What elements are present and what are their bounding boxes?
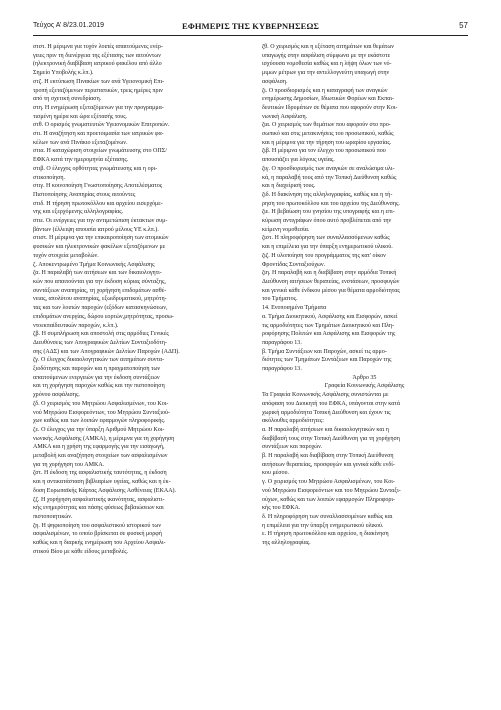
text-line: στιγ. Η κοινοποίηση Γνωστοποίησης Αποτελέσματος — [33, 183, 163, 190]
text-line: στστ. Η μέριμνα για τυχόν λοιπές απαιτούμενες ενέρ- — [33, 44, 163, 50]
text-line: Φροντίδας Συνταξιούχων. — [262, 261, 326, 268]
text-line: νειας, απολύτου αναπηρίας, εξωιδρυματικού, μητρότη- — [33, 296, 167, 303]
text-line: παραγράφου 13. — [262, 339, 302, 346]
text-line: φυσικών και ηλεκτρονικών φακέλων εξεταζόμενων με — [33, 244, 166, 251]
text-line: ζια. Ο χειρισμός των θεμάτων που αφορούν στο προ- — [262, 122, 391, 129]
text-line: σης (ΑΔΣ) και των Απογραφικών Δελτίων Παροχών (ΑΔΠ). — [33, 348, 180, 355]
text-line: αιτήσεων θεραπείας, προσφυγών και γενικά κάθε ενδί- — [262, 461, 395, 468]
text-line: ζστ. Η έκδοση της ασφαλιστικής ταυτότητας, η έκδοση — [33, 470, 167, 477]
text-line: μιμων μέτρων για την αντελλογνεύτη υπαγωγή στην — [262, 70, 390, 77]
text-line: υπαγωγής στην ασφάλιση σύμφωνα με την εκάστοτε — [262, 52, 391, 59]
text-line: κών που απαιτούνται για την έκδοση κύριας σύνταξης, — [33, 278, 166, 285]
text-line: χωρική αρμοδιότητα Τοπική Διεύθυνση και έχουν τις — [262, 409, 391, 416]
text-line: κέλων των ανά Πινάκιο εξεταζομένων. — [33, 139, 128, 146]
text-line: ντοεκπαίδευτικών παροχών, κ.λπ.). — [33, 322, 119, 329]
text-line: ακόλουθες αρμοδιότητες: — [262, 418, 324, 425]
text-line: βάντων (έλλειψη απουσία ιατρού μέλους ΥΕ κ.λπ.). — [33, 226, 159, 233]
text-line: γειες πριν τη διενέργεια της εξέτασης των αιτούντων — [33, 52, 161, 59]
text-line: ζιγ. Ο προσδιορισμός των αναγκών σε αναλώσιμα υλι- — [262, 165, 395, 172]
text-line: Γραφεία Κοινωνικής Ασφάλισης — [324, 383, 405, 390]
text-line: ε. Η τήρηση πρωτοκόλλου και αρχείου, η διακίνηση — [262, 531, 389, 538]
text-line: ζιε. Η βεβαίωση του γνησίου της υπογραφής και η επι- — [262, 209, 395, 216]
text-line: ζα. Η παραλαβή των αιτήσεων και των δικαιολογητι- — [33, 270, 162, 277]
text-line: τας και των λοιπών παροχών (εξόδων κατασκηνώσεων, — [33, 305, 168, 312]
text-line: Πιστοποίησης Αναπηρίας στους αιτούντες — [33, 191, 136, 198]
text-line: ασφαλισμένων, το οποίο βρίσκεται σε φυσική μορφή — [33, 531, 162, 538]
text-line: τροπή εξεταζόμενων περιστατικών, τρεις ημέρες πριν — [33, 87, 163, 94]
text-line: νης και εξερχόμενης αλληλογραφίας. — [33, 209, 124, 216]
text-line: (ηλεκτρονική διαβίβαση ιατρικού φακέλου από άλλο — [33, 61, 162, 68]
text-line: στθ. Ο ορισμός γνωματευτών Υγειονομικών Επιτροπών. — [33, 122, 170, 129]
text-line: κά, η παραλαβή τους από την Τοπική Διεύθυνση καθώς — [262, 174, 397, 181]
text-line: παραγράφου 13. — [262, 366, 302, 373]
text-line: και η μέριμνα για την τήρηση του ωραρίου εργασίας. — [262, 139, 392, 146]
text-line: ζι. Ο προσδιορισμός και η καταγραφή των αναγκών — [262, 87, 388, 94]
text-line: ζγ. Ο έλεγχος δικαιολογητικών των αιτημάτων συντα- — [33, 357, 165, 364]
text-line: ζιη. Η παραλαβή και η διαβίβαση στην αρμόδια Τοπική — [262, 270, 397, 277]
text-line: ΕΦΚΑ κατά την ημερομηνία εξέτασης. — [33, 157, 129, 164]
text-line: ΑΜΚΑ και η χρήση της εφαρμογής για την εισαγωγή, — [33, 444, 165, 451]
text-line: στικοποίηση. — [33, 174, 66, 181]
left-column — [33, 43, 238, 556]
text-line: συντάξεων αναπηρίας, τη χορήγηση επιδομάτων ασθέ- — [33, 287, 167, 294]
text-line: σωπικό και στις μετακινήσεις του προσωπικού, καθώς — [262, 131, 394, 138]
text-line: τις αρμοδιότητες των Τμημάτων Διοικητικού και Πλη- — [262, 322, 395, 329]
text-line: ζζ. Η χορήγηση ασφαλιστικής ικανότητας, ασφαλιστι- — [33, 496, 165, 503]
text-line: ζβ. Η συμπλήρωση και αποστολή στις αρμόδιες Γενικές — [33, 331, 169, 338]
text-line: χων καθώς και των λοιπών εφαρμογών πληροφορικής. — [33, 418, 166, 425]
text-line: διότητες των Τμημάτων Συντάξεων και Παροχών της — [262, 357, 392, 364]
text-line: στιε. Οι ενέργειες για την αντιμετώπιση έκτακτων συμ- — [33, 218, 168, 225]
text-line: από τη σχετική συνεδρίαση. — [33, 96, 102, 103]
text-line: απόφαση του Διοικητή του ΕΦΚΑ, υπάγονται στην κατά — [262, 400, 401, 407]
issue-label: Τεύχος Α’ 8/23.01.2019 — [33, 22, 105, 29]
text-line: ζιβ. Η μέριμνα για τον έλεγχο του προσωπικού που — [262, 148, 386, 155]
text-line: κής του ΕΦΚΑ. — [262, 505, 301, 512]
text-line: και η αντικατάσταση βιβλιαρίων υγείας, καθώς και η έκ- — [33, 479, 171, 486]
text-line: β. Η παραλαβή και διαβίβαση στην Τοπική Διεύθυνση — [262, 453, 394, 460]
text-line: ζη. Η ψηφιοποίηση του ασφαλιστικού ιστορικού των — [33, 522, 162, 529]
page-header — [33, 22, 468, 34]
text-line: Άρθρο 35 — [352, 374, 377, 381]
text-line: δοση Ευρωπαϊκής Κάρτας Ασφάλισης Ασθένειας (ΕΚΑΑ). — [33, 487, 177, 494]
text-line: και η διαχείρισή τους. — [262, 183, 316, 190]
text-line: κου μέσου. — [262, 470, 290, 477]
text-line: ρηση του πρωτοκόλλου και του αρχείου της Διεύθυνσης. — [262, 200, 400, 207]
text-line: ξιοδότησης και παροχών και η πραγματοποίηση των — [33, 366, 161, 373]
text-line: ζ. Αποκεντρωμένο Τμήμα Κοινωνικής Ασφάλισης — [33, 261, 155, 268]
text-line: η επιμέλεια για την ύπαρξη ενημερωτικού υλικού. — [262, 522, 384, 529]
text-line: στιστ. Η μέριμνα για την επικαιροποίηση των ατομικών — [33, 235, 169, 242]
text-line: της αλληλογραφίας. — [262, 540, 311, 547]
text-line: νωνικής Ασφάλισης (ΑΜΚΑ), η μέριμνα για τη χορήγηση — [33, 435, 175, 442]
page-number: 57 — [459, 21, 468, 30]
text-line: στι. Η αναζήτηση και προετοιμασία των ιατρικών φα- — [33, 131, 164, 138]
text-line: δευτικών Ιδρυμάτων σε θέματα που αφορούν στην Κοι- — [262, 104, 398, 111]
text-line: ροφόρησης Πολιτών και Ασφάλισης και Εισφορών της — [262, 331, 396, 338]
text-line: στη. Η ενημέρωση εξεταζόμενων για την προγραμμα- — [33, 104, 164, 111]
text-line: απαιτούμενων ενεργειών για την έκδοση συντάξεων — [33, 374, 160, 381]
text-line: α. Τμήμα Διοικητικού, Ασφάλισης και Εισφορών, ασκεί — [262, 313, 398, 320]
header-rule — [33, 35, 468, 36]
text-line: και γενικά κάθε ένδικου μέσου για θέματα αρμοδιότητας — [262, 287, 400, 294]
text-line: ζιζ. Η υλοποίηση του προγράμματος της κατ' οίκον — [262, 252, 386, 259]
journal-title: ΕΦΗΜΕΡΙΣ ΤΗΣ ΚΥΒΕΡΝΗΣΕΩΣ — [181, 21, 320, 31]
text-line: καθώς και η διαρκής ενημέρωση του Αρχείου Ασφαλι- — [33, 540, 166, 547]
text-line: νού Μητρώου Εισφορεόντων και του Μητρώου Συνταξι- — [262, 487, 401, 494]
text-line: στικού Βίου με κάθε είδους μεταβολές. — [33, 548, 129, 555]
text-line: νού Μητρώου Εισφορεόντων, του Μητρώου Συνταξιού- — [33, 409, 170, 416]
text-line: και τη χορήγηση παροχών καθώς και την πιστοποίηση — [33, 383, 165, 390]
text-line: δ. Η πληροφόρηση των συναλλασσομένων καθώς και — [262, 513, 393, 520]
text-line: πιστοποιητικών. — [33, 513, 73, 520]
text-line: στζ. Η εκτύπωση Πινακίων των ανά Υγειονομική Επι- — [33, 78, 165, 85]
text-line: κείμενη νομοθεσία. — [262, 226, 310, 233]
text-line: ζδ. Ο χειρισμός του Μητρώου Ασφαλισμένων, του Κοι- — [33, 400, 169, 407]
text-line: απουσιάζει για λόγους υγείας. — [262, 157, 335, 164]
text-line: χρόνου ασφάλισης. — [33, 392, 80, 399]
text-line: μεταβολή και αναζήτηση στοιχείων των ασφαλισμένων — [33, 453, 168, 460]
text-line: επιδομάτων ανεργίας, δώρου εορτών,μητρότητας, προσω- — [33, 313, 174, 320]
text-line: ζιδ. Η διακίνηση της αλληλογραφίας, καθώς και η τή- — [262, 191, 393, 198]
text-line: γ. Ο χειρισμός του Μητρώου Ασφαλισμένων, του Κοι- — [262, 479, 395, 486]
text-line: στιδ. Η τήρηση πρωτοκόλλου και αρχείου εισερχόμε- — [33, 200, 163, 207]
text-line: τισμένη ημέρα και ώρα εξέτασής τους. — [33, 113, 128, 120]
text-line: ζθ. Ο χειρισμός και η εξέταση αιτημάτων και θεμάτων — [262, 44, 395, 50]
text-line: ισχύουσα νομοθεσία καθώς και η λήψη όλων των νό- — [262, 61, 392, 68]
text-line: α. Η παραλαβή αιτήσεων και δικαιολογητικών και η — [262, 426, 389, 433]
text-line: ζε. Ο έλεγχος για την ύπαρξη Αριθμού Μητρώου Κοι- — [33, 426, 165, 433]
text-line: τυχόν στοιχεία μεταβολών. — [33, 252, 99, 259]
text-line: 14. Ενοποιημένα Τμήματα — [262, 305, 327, 312]
text-line: β. Τμήμα Συντάξεων και Παροχών, ασκεί τις αρμο- — [262, 348, 387, 355]
text-line: κύρωση αντιγράφων όπου αυτό προβλέπεται από την — [262, 218, 392, 225]
right-column — [262, 43, 467, 548]
text-line: Τα Γραφεία Κοινωνικής Ασφάλισης συνιστώνται με — [262, 392, 389, 399]
text-line: Διεύθυνση αιτήσεων θεραπείας, ενστάσεων, προσφυγών — [262, 278, 400, 285]
text-line: για τη χορήγηση του ΑΜΚΑ. — [33, 461, 105, 468]
text-line: κής ενημερότητας και πάσης φύσεως βεβαιώσεων και — [33, 505, 164, 512]
text-line: νωνική Ασφάλιση. — [262, 113, 308, 120]
text-line: και η επιμέλεια για την ύπαρξη ενημερωτικού υλικού. — [262, 244, 393, 251]
text-line: στιβ. Ο έλεγχος ορθότητας γνωμάτευσης και η ορι- — [33, 165, 158, 172]
text-line: Σημείο Υποβολής κ.λπ.). — [33, 70, 94, 77]
text-line: ζιστ. Η πληροφόρηση των συναλλασσόμενων καθώς — [262, 235, 390, 242]
text-line: του Τμήματος. — [262, 296, 298, 303]
text-line: ενημέρωσης Δημοσίων, Ιδιωτικών Φορέων και Εκπαι- — [262, 96, 395, 103]
text-line: διαβίβασή τους στην Τοπική Διεύθυνση για τη χορήγηση — [262, 435, 400, 442]
text-line: ασφάλιση. — [262, 78, 288, 85]
text-line: συντάξεων και παροχών. — [262, 444, 323, 451]
text-line: στια. Η καταχώριση στοιχείων γνωμάτευσης στο ΟΠΣ/ — [33, 148, 167, 155]
text-line: ούχων, καθώς και των λοιπών εφαρμογών Πληροφορι- — [262, 496, 396, 503]
text-line: Διευθύνσεις των Απογραφικών Δελτίων Συνταξιοδότη- — [33, 339, 167, 346]
